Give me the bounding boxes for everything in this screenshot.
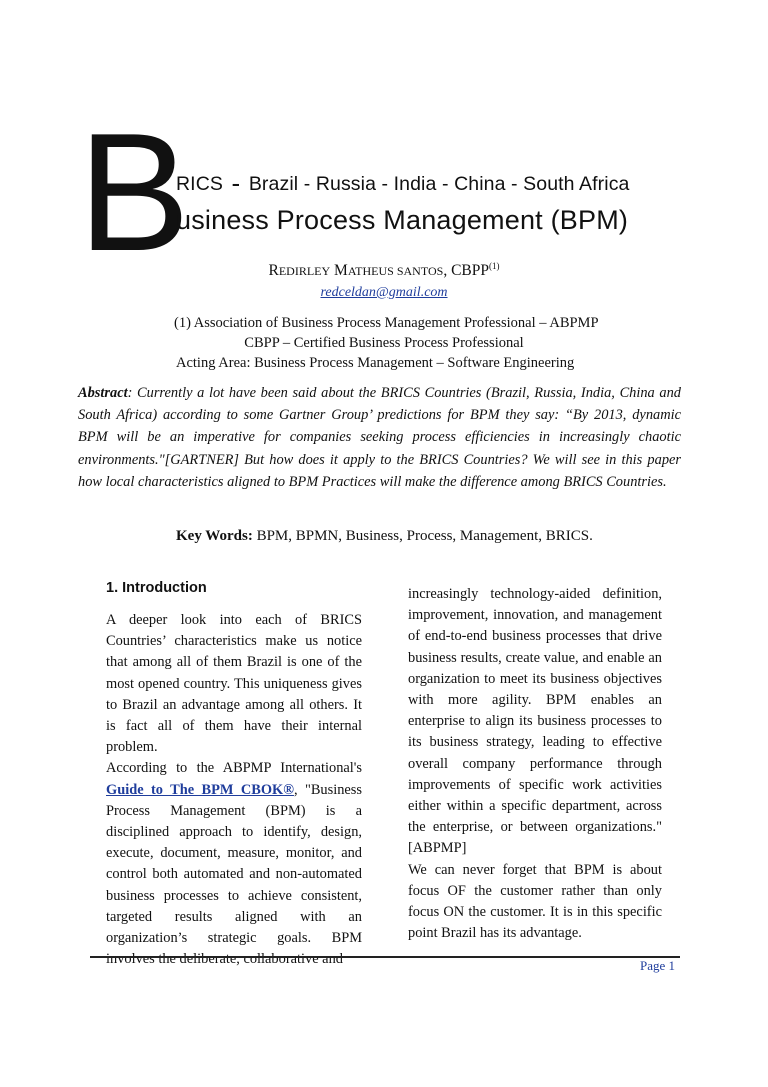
intro-paragraph-3: increasingly technology-aided definition, improvement, innovation, and management of end-to-end business processes that drive business results, create value, and enable an organization to meet its business objectives with more agility. BPM enables an enterprise to align its business processes to its business strategy, leading to effective overall company performance through improvements of specific work activities either within a specific department, across the enterprise, or between organizations." [ABPMP] [408, 586, 662, 857]
keywords [176, 528, 593, 545]
title-countries: Brazil - Russia - India - China - South Africa [248, 173, 630, 195]
intro-paragraph-4: We can never forget that BPM is about focus OF the customer rather than only focus ON the customer. It is in this specific point Brazil has its advantage. [408, 861, 662, 942]
abstract [78, 382, 681, 493]
right-column [408, 584, 662, 944]
title-line-2: usiness Process Management (BPM) [176, 205, 629, 235]
intro-paragraph-1: A deeper look into each of BRICS Countries’ characteristics make us notice that among all of them Brazil is one of the most opened country. This uniqueness gives to Brazil an advantage among all others. It is fact all of them have their internal problem. [106, 612, 362, 756]
author-superscript: (1) [488, 261, 500, 271]
affiliation-line-3: Acting Area: Business Process Management – Software Engineering [176, 355, 575, 371]
section-heading-introduction: 1. Introduction [106, 580, 207, 596]
affiliation-line-1: (1) Association of Business Process Management Professional – ABPMP [174, 315, 599, 331]
cbok-guide-link[interactable]: Guide to The BPM CBOK® [106, 781, 294, 798]
intro-paragraph-2: According to the ABPMP International's Guide to The BPM CBOK®, "Business Process Management (BPM) is a disciplined approach to identify, design, execute, document, measure, monitor, and control both automated and non-automated business processes to achieve consistent, targeted results aligned with an organization’s strategic goals. BPM involves the deliberate, collaborative and [106, 760, 363, 968]
footer-rule [90, 956, 680, 958]
title-dash: - [231, 168, 241, 198]
author-name: REDIRLEY MATHEUS SANTOS [268, 262, 444, 280]
title-rics: RICS [176, 173, 223, 195]
page-number: Page 1 [640, 958, 676, 973]
keywords-label: Key Words: [176, 528, 253, 544]
left-column [106, 610, 362, 970]
title-line-1 [176, 168, 630, 199]
abstract-label: Abstract [78, 385, 128, 401]
author-email-link[interactable]: redceldan@gmail.com [320, 285, 448, 300]
affiliation-line-2: CBPP – Certified Business Process Professional [244, 335, 524, 351]
keywords-text: BPM, BPMN, Business, Process, Management, BRICS. [252, 528, 593, 544]
drop-cap-letter: B [78, 98, 191, 286]
author-suffix: , CBPP [443, 262, 489, 280]
abstract-text: : Currently a lot have been said about the BRICS Countries (Brazil, Russia, India, China and South Africa) according to some Gartner Group’ predictions for BPM they say: “By 2013, dynamic BPM will be an imperative for companies seeking process efficiencies in increasingly chaotic environments."[GARTNER] But how does it apply to the BRICS Countries? We will see in this paper how local characteristics aligned to BPM Practices will make the difference among BRICS Countries. [78, 385, 681, 490]
author-line [0, 261, 768, 280]
